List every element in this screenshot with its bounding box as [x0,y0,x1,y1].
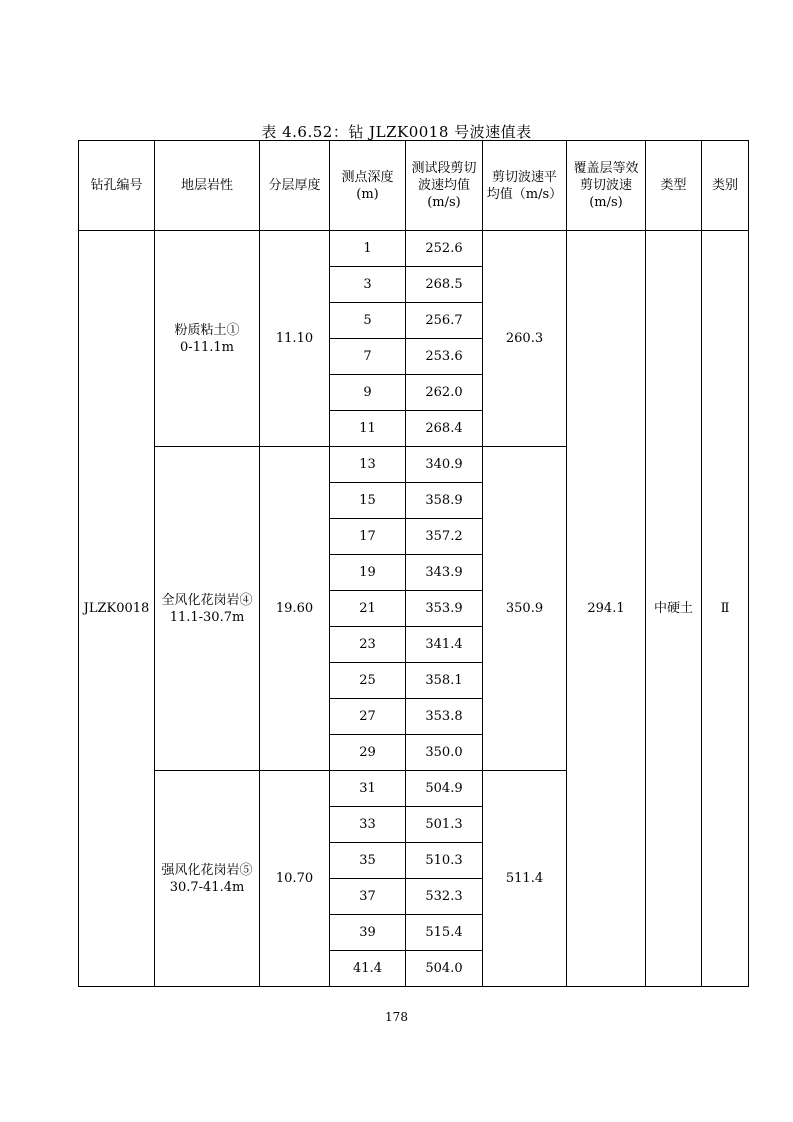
segment-velocity-cell: 504.0 [406,951,483,987]
depth-cell: 1 [330,231,406,267]
segment-velocity-cell: 358.9 [406,483,483,519]
depth-cell: 39 [330,915,406,951]
segment-velocity-cell: 504.9 [406,771,483,807]
segment-velocity-cell: 357.2 [406,519,483,555]
thickness-cell: 19.60 [260,447,330,771]
depth-cell: 13 [330,447,406,483]
table-caption: 表 4.6.52：钻 JLZK0018 号波速值表 [261,123,532,141]
depth-cell: 41.4 [330,951,406,987]
depth-cell: 33 [330,807,406,843]
header-stratum: 地层岩性 [155,141,260,231]
header-thickness: 分层厚度 [260,141,330,231]
segment-velocity-cell: 350.0 [406,735,483,771]
table-header-row [79,141,749,231]
thickness-cell: 11.10 [260,231,330,447]
avg-velocity-cell: 260.3 [483,231,567,447]
thickness-cell: 10.70 [260,771,330,987]
borehole-id-cell: JLZK0018 [79,231,155,987]
stratum-cell: 全风化花岗岩④ 11.1-30.7m [155,447,260,771]
depth-cell: 17 [330,519,406,555]
depth-cell: 21 [330,591,406,627]
depth-cell: 19 [330,555,406,591]
segment-velocity-cell: 268.4 [406,411,483,447]
segment-velocity-cell: 341.4 [406,627,483,663]
page-number: 178 [385,1010,408,1024]
depth-cell: 35 [330,843,406,879]
header-soil-type: 类型 [646,141,702,231]
avg-velocity-cell: 511.4 [483,771,567,987]
header-site-class: 类别 [702,141,749,231]
stratum-cell: 粉质粘土① 0-11.1m [155,231,260,447]
segment-velocity-cell: 353.8 [406,699,483,735]
header-avg-velocity: 剪切波速平 均值（m/s） [483,141,567,231]
table-row [79,231,749,267]
depth-cell: 5 [330,303,406,339]
segment-velocity-cell: 515.4 [406,915,483,951]
segment-velocity-cell: 253.6 [406,339,483,375]
segment-velocity-cell: 353.9 [406,591,483,627]
segment-velocity-cell: 262.0 [406,375,483,411]
soil-type-cell: 中硬土 [646,231,702,987]
segment-velocity-cell: 358.1 [406,663,483,699]
stratum-cell: 强风化花岗岩⑤ 30.7-41.4m [155,771,260,987]
table-body [79,231,749,987]
depth-cell: 31 [330,771,406,807]
segment-velocity-cell: 340.9 [406,447,483,483]
segment-velocity-cell: 252.6 [406,231,483,267]
depth-cell: 23 [330,627,406,663]
segment-velocity-cell: 510.3 [406,843,483,879]
depth-cell: 37 [330,879,406,915]
depth-cell: 9 [330,375,406,411]
wave-velocity-table [78,140,749,987]
segment-velocity-cell: 256.7 [406,303,483,339]
segment-velocity-cell: 532.3 [406,879,483,915]
site-class-cell: Ⅱ [702,231,749,987]
segment-velocity-cell: 343.9 [406,555,483,591]
depth-cell: 3 [330,267,406,303]
segment-velocity-cell: 501.3 [406,807,483,843]
header-depth: 测点深度 (m) [330,141,406,231]
depth-cell: 29 [330,735,406,771]
header-borehole: 钻孔编号 [79,141,155,231]
depth-cell: 7 [330,339,406,375]
segment-velocity-cell: 268.5 [406,267,483,303]
depth-cell: 25 [330,663,406,699]
depth-cell: 11 [330,411,406,447]
depth-cell: 15 [330,483,406,519]
header-equivalent-velocity: 覆盖层等效 剪切波速 (m/s) [567,141,646,231]
depth-cell: 27 [330,699,406,735]
header-segment-velocity: 测试段剪切 波速均值 (m/s) [406,141,483,231]
equivalent-velocity-cell: 294.1 [567,231,646,987]
avg-velocity-cell: 350.9 [483,447,567,771]
